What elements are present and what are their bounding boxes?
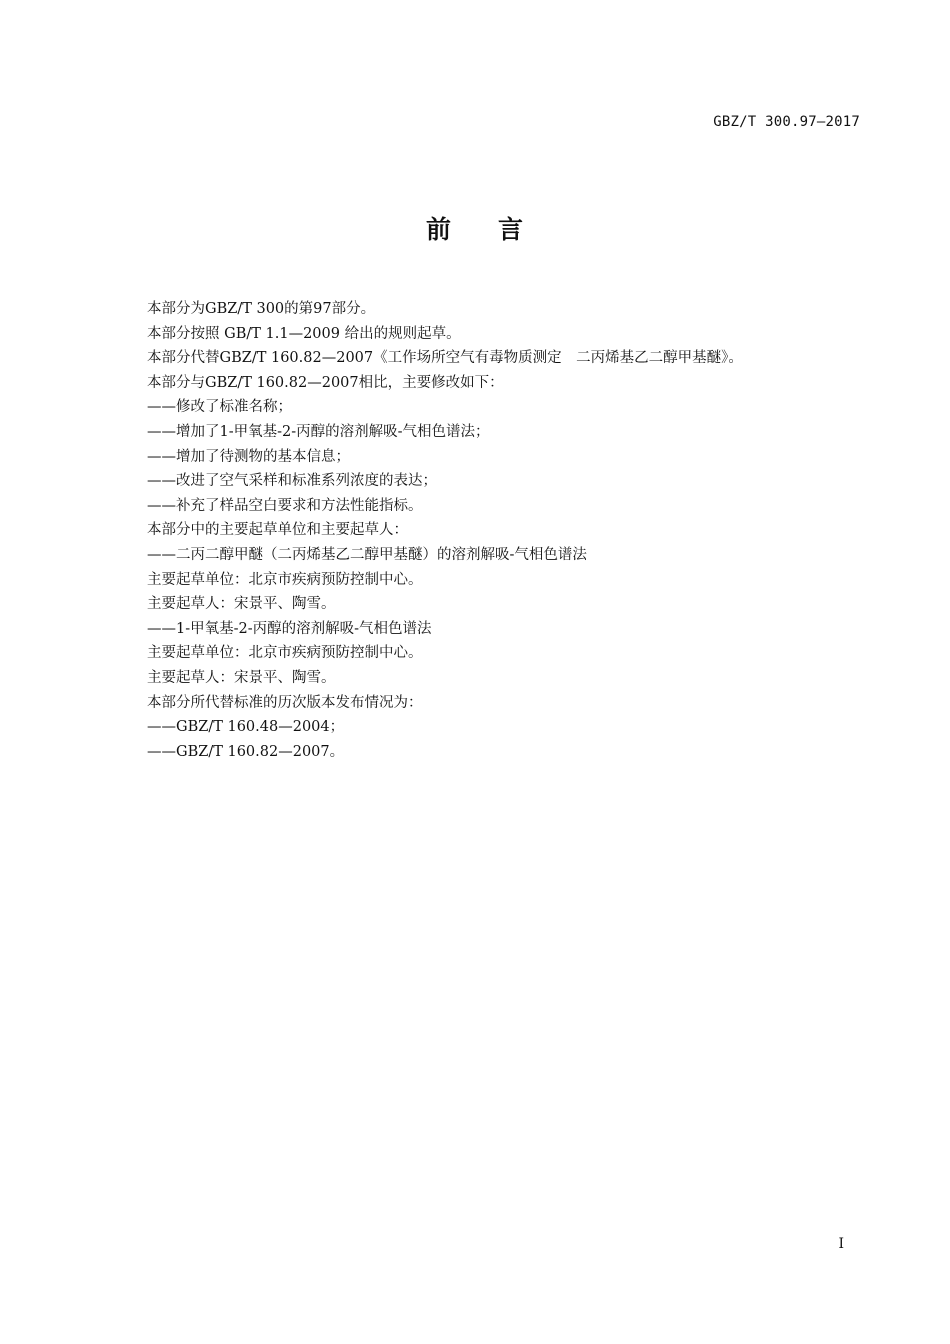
text-line-4: 本部分与GBZ/T 160.82—2007相比，主要修改如下： (147, 374, 504, 391)
text-line-6: ——增加了1-甲氧基-2-丙醇的溶剂解吸-气相色谱法； (147, 423, 490, 440)
title-char-1: 前 (425, 215, 452, 244)
text-line-17: 本部分所代替标准的历次版本发布情况为： (147, 694, 423, 711)
text-line-5: ——修改了标准名称； (147, 399, 292, 416)
text-line-12: 主要起草单位：北京市疾病预防控制中心。 (147, 571, 423, 588)
text-line-13: 主要起草人：宋景平、陶雪。 (147, 596, 336, 613)
foreword-body (147, 297, 867, 764)
text-line-2: 本部分按照 GB/T 1.1—2009 给出的规则起草。 (147, 325, 461, 342)
text-line-14: ——1-甲氧基-2-丙醇的溶剂解吸-气相色谱法 (147, 620, 432, 637)
text-line-15: 主要起草单位：北京市疾病预防控制中心。 (147, 645, 423, 662)
text-line-16: 主要起草人：宋景平、陶雪。 (147, 669, 336, 686)
page-title (0, 210, 950, 246)
text-line-10: 本部分中的主要起草单位和主要起草人： (147, 522, 408, 539)
text-line-7: ——增加了待测物的基本信息； (147, 448, 350, 465)
text-line-8: ——改进了空气采样和标准系列浓度的表达； (147, 473, 437, 490)
text-line-3: 本部分代替GBZ/T 160.82—2007《工作场所空气有毒物质测定 二丙烯基乙二醇甲基醚》。 (147, 350, 743, 367)
text-line-18: ——GBZ/T 160.48—2004； (147, 719, 345, 736)
page-number: I (838, 1236, 844, 1252)
text-line-11: ——二丙二醇甲醚（二丙烯基乙二醇甲基醚）的溶剂解吸-气相色谱法 (147, 546, 587, 563)
text-line-9: ——补充了样品空白要求和方法性能指标。 (147, 497, 423, 514)
text-line-19: ——GBZ/T 160.82—2007。 (147, 743, 345, 760)
text-line-1: 本部分为GBZ/T 300的第97部分。 (147, 301, 376, 317)
title-char-2: 言 (498, 215, 525, 244)
document-code: GBZ/T 300.97—2017 (713, 114, 860, 130)
